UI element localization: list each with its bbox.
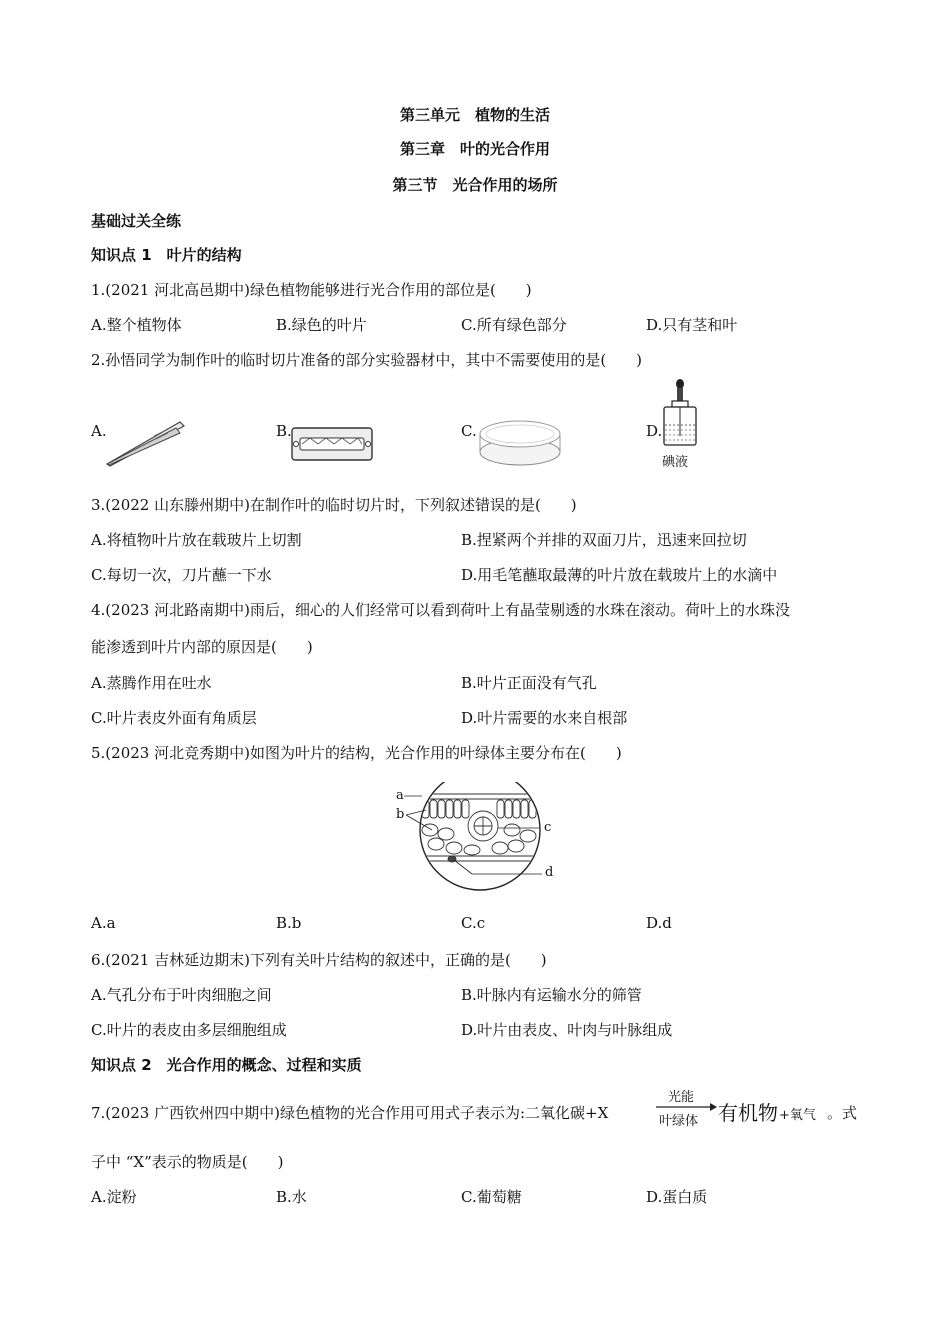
q6-option-a[interactable]: A.气孔分布于叶肉细胞之间	[91, 986, 272, 1004]
diagram-label-b: b	[396, 807, 405, 822]
question-5-stem: 5.(2023 河北竞秀期中)如图为叶片的结构，光合作用的叶绿体主要分布在( )	[91, 744, 622, 762]
q7-product: 有机物	[718, 1101, 778, 1125]
q1-option-a[interactable]: A.整个植物体	[91, 316, 182, 334]
q6-option-b[interactable]: B.叶脉内有运输水分的筛管	[461, 986, 642, 1004]
q2-option-b[interactable]: B.	[276, 422, 292, 440]
question-7-stem-line2: 子中 “X”表示的物质是( )	[91, 1153, 284, 1171]
arrow-condition-light: 光能	[668, 1090, 695, 1105]
q4-option-b[interactable]: B.叶片正面没有气孔	[461, 674, 597, 692]
q5-option-a[interactable]: A.a	[91, 914, 116, 932]
q1-option-b[interactable]: B.绿色的叶片	[276, 316, 367, 334]
question-1-stem: 1.(2021 河北高邑期中)绿色植物能够进行光合作用的部位是( )	[91, 281, 532, 299]
section-title: 第三节 光合作用的场所	[392, 176, 558, 194]
q2-option-c[interactable]: C.	[461, 422, 477, 440]
petri-dish-icon	[477, 412, 563, 468]
q3-option-a[interactable]: A.将植物叶片放在载玻片上切割	[91, 531, 302, 549]
q1-option-d[interactable]: D.只有茎和叶	[646, 316, 738, 334]
unit-title: 第三单元 植物的生活	[399, 106, 550, 124]
arrow-condition-chloroplast: 叶绿体	[659, 1114, 699, 1129]
q7-oxygen: +氧气	[779, 1108, 816, 1123]
q5-option-c[interactable]: C.c	[461, 914, 486, 932]
q4-option-c[interactable]: C.叶片表皮外面有角质层	[91, 709, 257, 727]
question-3-stem: 3.(2022 山东滕州期中)在制作叶的临时切片时，下列叙述错误的是( )	[91, 496, 577, 514]
diagram-label-a: a	[396, 788, 404, 803]
diagram-label-c: c	[544, 820, 552, 835]
practice-heading: 基础过关全练	[91, 212, 182, 230]
q5-option-b[interactable]: B.b	[276, 914, 302, 932]
q7-stem-post: 。式	[827, 1104, 858, 1122]
question-4-stem-line1: 4.(2023 河北路南期中)雨后，细心的人们经常可以看到荷叶上有晶莹剔透的水珠在滚动。荷叶上的水珠没	[91, 601, 790, 619]
q3-option-d[interactable]: D.用毛笔蘸取最薄的叶片放在载玻片上的水滴中	[461, 566, 778, 584]
razor-blade-icon	[290, 424, 374, 464]
q1-option-c[interactable]: C.所有绿色部分	[461, 316, 567, 334]
diagram-label-d: d	[545, 865, 554, 880]
q7-option-c[interactable]: C.葡萄糖	[461, 1188, 522, 1206]
q5-option-d[interactable]: D.d	[646, 914, 672, 932]
q4-option-a[interactable]: A.蒸腾作用在吐水	[91, 674, 212, 692]
q7-option-a[interactable]: A.淀粉	[91, 1188, 137, 1206]
knowledge-point-2: 知识点 2 光合作用的概念、过程和实质	[91, 1056, 362, 1074]
question-7-stem	[91, 1102, 608, 1123]
leaf-cross-section-diagram	[392, 782, 562, 892]
question-6-stem: 6.(2021 吉林延边期末)下列有关叶片结构的叙述中，正确的是( )	[91, 951, 547, 969]
dropper-bottle-icon	[660, 378, 700, 448]
question-4-stem-line2: 能渗透到叶片内部的原因是( )	[91, 638, 313, 656]
q3-option-b[interactable]: B.捏紧两个并排的双面刀片，迅速来回拉切	[461, 531, 747, 549]
q2-option-a[interactable]: A.	[91, 422, 107, 440]
q3-option-c[interactable]: C.每切一次，刀片蘸一下水	[91, 566, 272, 584]
q6-option-d[interactable]: D.叶片由表皮、叶肉与叶脉组成	[461, 1021, 673, 1039]
q6-option-c[interactable]: C.叶片的表皮由多层细胞组成	[91, 1021, 287, 1039]
knowledge-point-1: 知识点 1 叶片的结构	[91, 246, 242, 264]
q4-option-d[interactable]: D.叶片需要的水来自根部	[461, 709, 628, 727]
tweezers-icon	[104, 414, 186, 468]
q7-option-d[interactable]: D.蛋白质	[646, 1188, 708, 1206]
q2-option-d[interactable]: D.	[646, 422, 663, 440]
question-2-stem: 2.孙悟同学为制作叶的临时切片准备的部分实验器材中，其中不需要使用的是( )	[91, 351, 643, 369]
q7-stem-pre: 7.(2023 广西钦州四中期中)绿色植物的光合作用可用式子表示为:二氧化碳+X	[91, 1104, 609, 1122]
iodine-label: 碘液	[662, 455, 689, 470]
chapter-title: 第三章 叶的光合作用	[399, 140, 550, 158]
q7-option-b[interactable]: B.水	[276, 1188, 307, 1206]
